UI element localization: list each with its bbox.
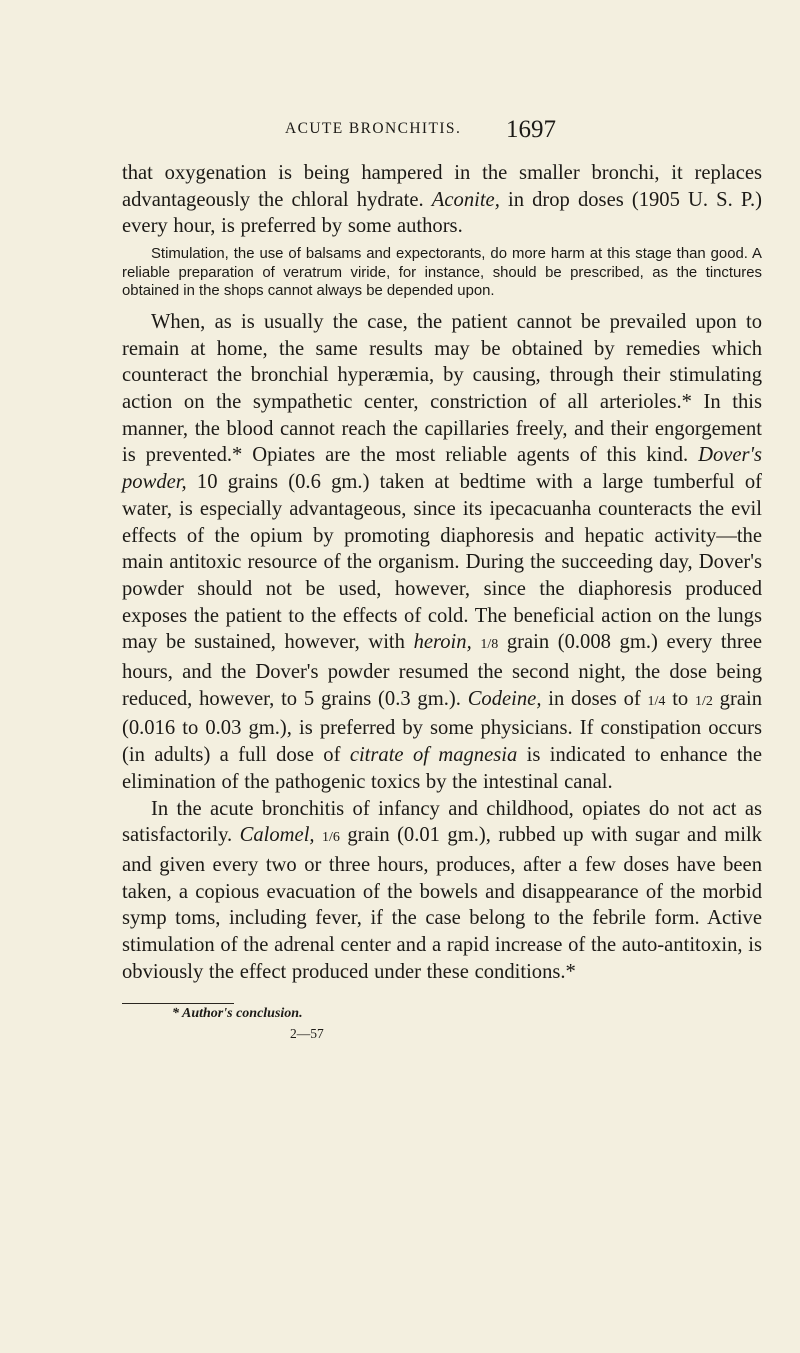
fraction-one-quarter: 1/4 [647,693,666,709]
paragraph-text: that oxygenation is being hampered in the smaller bronchi, it replaces advantageously the chloral hydrate. [122,162,762,211]
running-title: ACUTE BRONCHITIS. [285,120,462,137]
paragraph-text: grain (0.016 to 0.03 gm.), is preferred by some physicians. If constipation occurs (in adults) a full dose of [122,687,762,767]
paragraph-text: grain (0.01 gm.), rubbed up with sugar and milk and given every two or three hours, produces, after a few doses have been taken, a copious evacuation of the bowels and disappearance of the morbid symp toms, including fever, if the case belong to the febrile form. Active stimulation of the adrenal center and a rapid increase of the auto-antitoxin, is obviously the effect produced under these conditions.* [122,824,762,983]
body-text [122,160,762,985]
paragraph-infancy [122,796,762,986]
footnote-divider [122,1003,234,1004]
drug-term-aconite: Aconite, [431,188,500,211]
paragraph-text: When, as is usually the case, the patient cannot be prevailed upon to remain at home, the same results may be obtained by remedies which counteract the bronchial hyperæmia, by causing, through their stimulating action on the sympathetic center, constriction of all arterioles.* In this manner, the blood cannot reach the capillaries freely, and their engorgement is prevented.* Opiates are the most reliable agents of this kind. [122,310,762,467]
fraction-one-sixth: 1/6 [322,830,340,846]
drug-term-citrate-of-magnesia: citrate of magnesia [349,744,518,767]
drug-term-heroin: heroin, [413,631,472,654]
paragraph-text: grain (0.008 gm.) every three hours, and the Dover's powder resumed the second night, the dose being reduced, however, to 5 grains (0.3 gm.). [122,631,762,710]
paragraph-treatment [122,309,762,796]
paragraph-continuation [122,160,762,240]
running-head [170,116,770,146]
paragraph-text: in drop doses (1905 U. S. P.) every hour, is preferred by some authors. [122,188,763,238]
paragraph-text: to [672,687,689,710]
signature-mark: 2—57 [290,1026,324,1041]
drug-term-dovers-powder: Dover's powder, [122,444,762,494]
paragraph-text: In the acute bronchitis of infancy and childhood, opiates do not act as satisfactorily. [122,797,762,847]
paragraph-text: 10 grains (0.6 gm.) taken at bedtime with a large tumberful of water, is especially advantageous, since its ipecacuanha counteracts the evil effects of the opium by promoting diaphoresis and hepatic activity—the main antitoxic resource of the organism. During the succeeding day, Dover's powder should not be used, however, since the diaphoresis produced exposes the patient to the effects of cold. The beneficial action on the lungs may be sustained, however, with [122,471,762,654]
footnote: * Author's conclusion. [172,1006,303,1021]
drug-term-calomel: Calomel, [239,824,315,847]
fraction-one-half: 1/2 [695,693,713,709]
paragraph-text: is indicated to enhance the elimination of the pathogenic toxics by the intestinal canal. [122,744,762,793]
page-number: 1697 [506,116,556,143]
paragraph-text: in doses of [548,687,641,710]
small-print-note: Stimulation, the use of balsams and expectorants, do more harm at this stage than good. A reliable preparation of veratrum viride, for instance, should be prescribed, as the tinctures obtained in the shops cannot always be depended upon. [122,246,762,300]
fraction-one-eighth: 1/8 [480,637,499,653]
drug-term-codeine: Codeine, [467,687,542,710]
